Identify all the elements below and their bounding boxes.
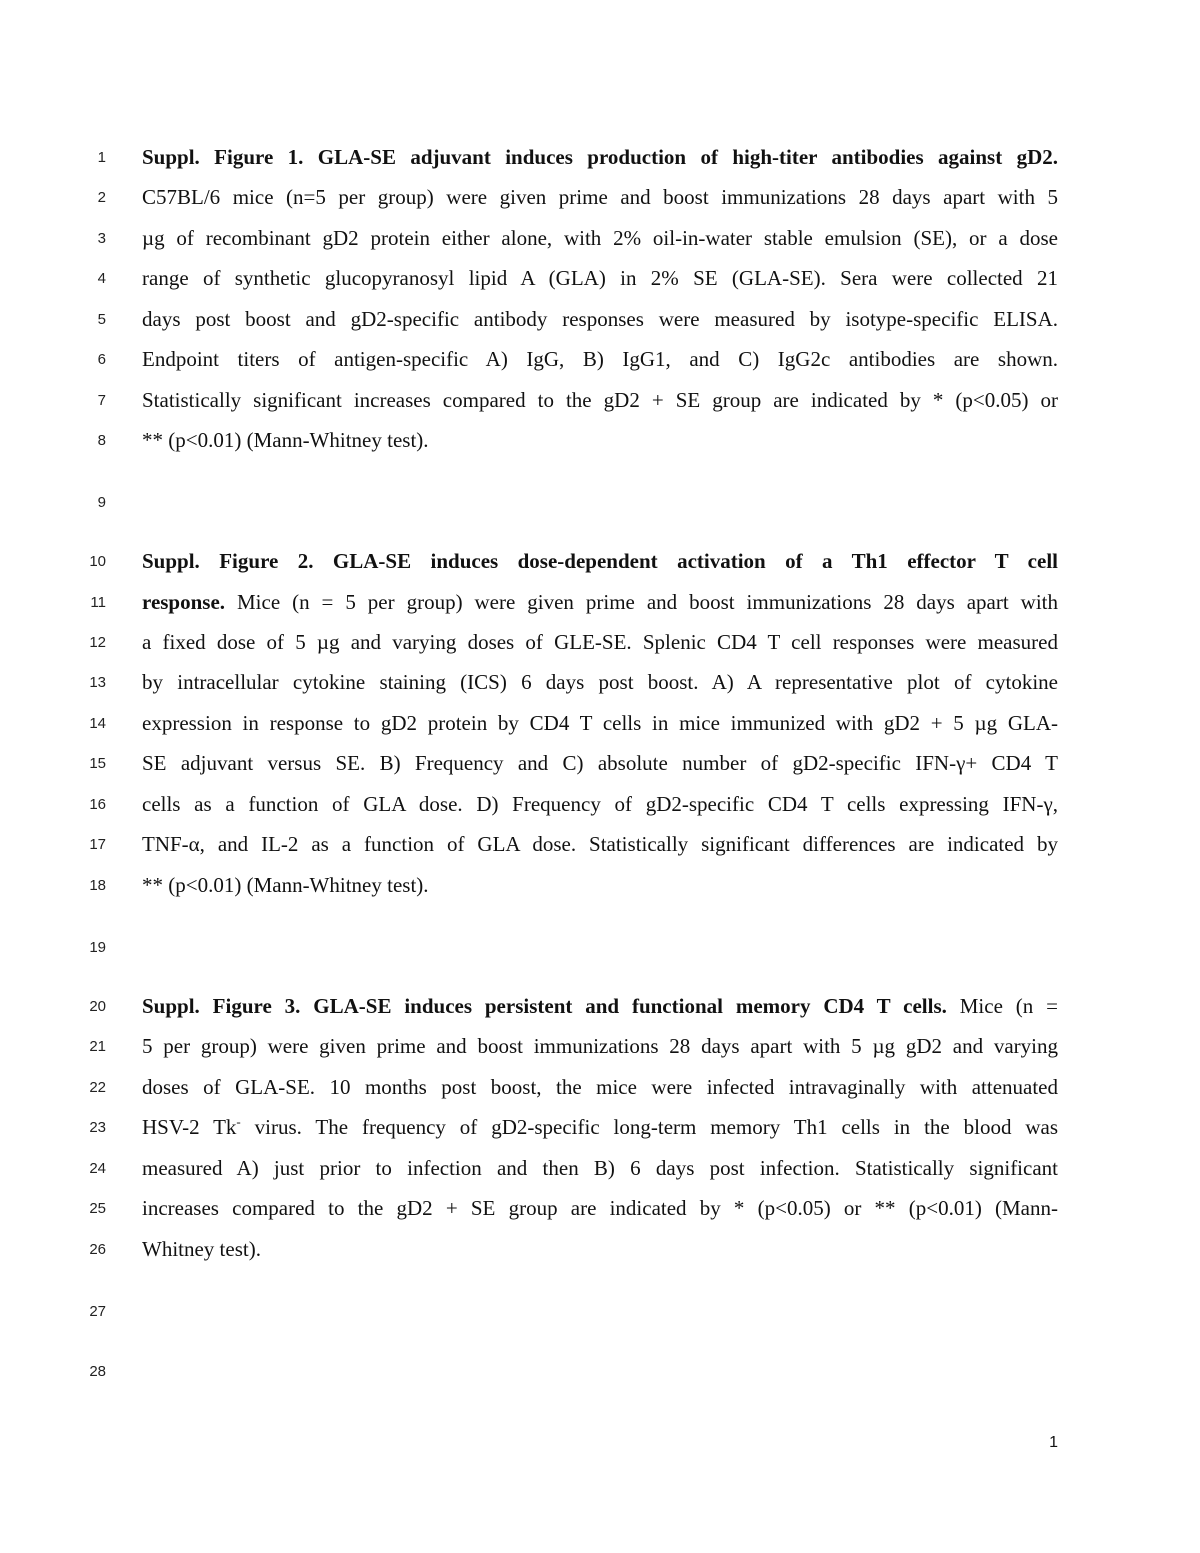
line-number: 17 [89, 836, 106, 853]
body-text: SE adjuvant versus SE. B) Frequency and C) absolute number of gD2-specific IFN-γ+ CD4 T [142, 751, 1058, 775]
body-text: cells as a function of GLA dose. D) Frequency of gD2-specific CD4 T cells expressing IFN-γ, [142, 792, 1058, 816]
line-23 [0, 1112, 1200, 1146]
line-number: 4 [97, 270, 106, 287]
body-text: 5 per group) were given prime and boost immunizations 28 days apart with 5 µg gD2 and varying [142, 1034, 1058, 1058]
line-27 [0, 1296, 1200, 1330]
line-number: 3 [97, 230, 106, 247]
line-number: 13 [89, 674, 106, 691]
body-text: days post boost and gD2-specific antibody responses were measured by isotype-specific ELISA. [142, 307, 1058, 331]
fig2-title-cont: response. [142, 590, 226, 614]
line-11 [0, 587, 1200, 621]
line-24 [0, 1153, 1200, 1187]
body-text: Endpoint titers of antigen-specific A) IgG, B) IgG1, and C) IgG2c antibodies are shown. [142, 347, 1058, 371]
fig2-title: Suppl. Figure 2. GLA-SE induces dose-dependent activation of a Th1 effector T cell [142, 549, 1058, 573]
line-number: 28 [89, 1363, 106, 1380]
line-20 [0, 991, 1200, 1025]
line-19 [0, 932, 1200, 966]
body-text: Whitney test). [142, 1237, 261, 1261]
line-number: 9 [97, 494, 106, 511]
line-number: 27 [89, 1303, 106, 1320]
line-number: 23 [89, 1119, 106, 1136]
line-21 [0, 1031, 1200, 1065]
line-14 [0, 708, 1200, 742]
body-text: ** (p<0.01) (Mann-Whitney test). [142, 428, 429, 452]
line-5 [0, 304, 1200, 338]
line-18 [0, 870, 1200, 904]
line-number: 26 [89, 1241, 106, 1258]
line-number: 11 [90, 594, 106, 611]
body-text: doses of GLA-SE. 10 months post boost, the mice were infected intravaginally with attenuated [142, 1075, 1058, 1099]
line-4 [0, 263, 1200, 297]
body-text: range of synthetic glucopyranosyl lipid A (GLA) in 2% SE (GLA-SE). Sera were collected 21 [142, 266, 1058, 290]
line-1 [0, 142, 1200, 176]
line-28 [0, 1356, 1200, 1390]
fig1-title: Suppl. Figure 1. GLA-SE adjuvant induces production of high-titer antibodies against gD2. [142, 145, 1058, 169]
line-25 [0, 1193, 1200, 1227]
body-text-span: HSV-2 Tk [142, 1115, 237, 1139]
body-text: measured A) just prior to infection and then B) 6 days post infection. Statistically significant [142, 1156, 1058, 1180]
line-number: 8 [97, 432, 106, 449]
superscript-minus: - [236, 1114, 241, 1129]
body-text-span: virus. The frequency of gD2-specific long-term memory Th1 cells in the blood was [240, 1115, 1058, 1139]
line-8 [0, 425, 1200, 459]
body-text [142, 991, 1058, 1021]
body-text: a fixed dose of 5 µg and varying doses of GLE-SE. Splenic CD4 T cell responses were measured [142, 630, 1058, 654]
line-number: 24 [89, 1160, 106, 1177]
body-text: Statistically significant increases compared to the gD2 + SE group are indicated by * (p<0.05) or [142, 388, 1058, 412]
line-number: 6 [97, 351, 106, 368]
fig3-title: Suppl. Figure 3. GLA-SE induces persistent and functional memory CD4 T cells. [142, 994, 947, 1018]
page-number: 1 [1049, 1434, 1058, 1451]
line-15 [0, 748, 1200, 782]
line-17 [0, 829, 1200, 863]
line-6 [0, 344, 1200, 378]
line-number: 10 [89, 553, 106, 570]
line-number: 22 [89, 1079, 106, 1096]
body-text: µg of recombinant gD2 protein either alone, with 2% oil-in-water stable emulsion (SE), or a dose [142, 226, 1058, 250]
line-number: 2 [97, 189, 106, 206]
line-number: 21 [89, 1038, 106, 1055]
body-text [142, 1112, 1058, 1142]
line-number: 20 [89, 998, 106, 1015]
body-text: TNF-α, and IL-2 as a function of GLA dose. Statistically significant differences are indicated by [142, 832, 1058, 856]
line-number: 18 [89, 877, 106, 894]
body-text [142, 587, 1058, 617]
body-text: by intracellular cytokine staining (ICS) 6 days post boost. A) A representative plot of cytokine [142, 670, 1058, 694]
line-number: 1 [97, 149, 106, 166]
line-16 [0, 789, 1200, 823]
line-number: 16 [89, 796, 106, 813]
line-number: 7 [97, 392, 106, 409]
body-text: expression in response to gD2 protein by CD4 T cells in mice immunized with gD2 + 5 µg GLA- [142, 711, 1058, 735]
line-3 [0, 223, 1200, 257]
line-2 [0, 182, 1200, 216]
body-text: C57BL/6 mice (n=5 per group) were given prime and boost immunizations 28 days apart with 5 [142, 185, 1058, 209]
line-number: 12 [89, 634, 106, 651]
line-number: 15 [89, 755, 106, 772]
line-22 [0, 1072, 1200, 1106]
line-13 [0, 667, 1200, 701]
line-10 [0, 546, 1200, 580]
body-text-span: Mice (n = 5 per group) were given prime and boost immunizations 28 days apart with [225, 590, 1058, 614]
line-7 [0, 385, 1200, 419]
body-text: increases compared to the gD2 + SE group are indicated by * (p<0.05) or ** (p<0.01) (Mann- [142, 1196, 1058, 1220]
body-text-span: Mice (n = [946, 994, 1058, 1018]
line-number: 14 [89, 715, 106, 732]
body-text: ** (p<0.01) (Mann-Whitney test). [142, 873, 429, 897]
line-number: 19 [89, 939, 106, 956]
line-9 [0, 487, 1200, 521]
line-12 [0, 627, 1200, 661]
line-number: 5 [97, 311, 106, 328]
line-26 [0, 1234, 1200, 1268]
line-number: 25 [89, 1200, 106, 1217]
